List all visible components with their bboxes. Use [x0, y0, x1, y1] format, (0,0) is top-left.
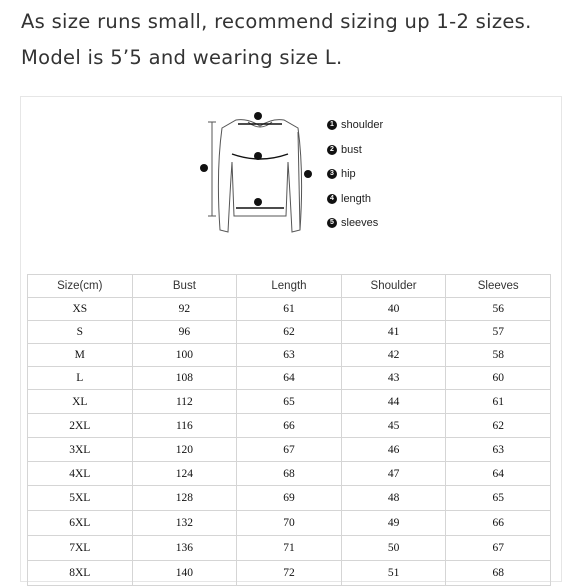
- number-badge-icon: 5: [327, 218, 337, 228]
- table-row: [28, 486, 551, 511]
- table-cell: 63: [446, 438, 551, 462]
- table-cell: 56: [446, 298, 551, 321]
- table-cell: 132: [132, 511, 237, 536]
- table-cell: 92: [132, 298, 237, 321]
- legend-item-bust: [327, 144, 383, 169]
- table-cell: 66: [446, 511, 551, 536]
- table-cell: 71: [237, 536, 342, 561]
- table-cell: 49: [341, 511, 446, 536]
- table-row: [28, 321, 551, 344]
- legend-item-sleeves: [327, 217, 383, 242]
- table-cell: 62: [237, 321, 342, 344]
- table-cell: 116: [132, 414, 237, 438]
- table-row: [28, 390, 551, 414]
- column-header: Bust: [132, 275, 237, 298]
- column-header: Shoulder: [341, 275, 446, 298]
- legend-label: sleeves: [341, 217, 379, 229]
- sizing-note: As size runs small, recommend sizing up 1-2 sizes.: [21, 10, 532, 33]
- table-cell: 50: [341, 536, 446, 561]
- table-cell: 62: [446, 414, 551, 438]
- table-cell: 51: [341, 561, 446, 586]
- table-cell: 124: [132, 462, 237, 486]
- table-cell: 40: [341, 298, 446, 321]
- table-cell: 4XL: [28, 462, 133, 486]
- table-cell: 7XL: [28, 536, 133, 561]
- table-cell: S: [28, 321, 133, 344]
- table-cell: L: [28, 367, 133, 390]
- table-cell: 3XL: [28, 438, 133, 462]
- table-cell: 8XL: [28, 561, 133, 586]
- table-row: [28, 511, 551, 536]
- table-row: [28, 561, 551, 586]
- table-cell: 6XL: [28, 511, 133, 536]
- number-badge-icon: 3: [327, 169, 337, 179]
- table-cell: 100: [132, 344, 237, 367]
- table-cell: 67: [237, 438, 342, 462]
- table-cell: 48: [341, 486, 446, 511]
- table-cell: 60: [446, 367, 551, 390]
- table-cell: 128: [132, 486, 237, 511]
- table-cell: 64: [446, 462, 551, 486]
- legend-item-hip: [327, 168, 383, 193]
- table-cell: 68: [237, 462, 342, 486]
- table-cell: 96: [132, 321, 237, 344]
- table-cell: 65: [446, 486, 551, 511]
- column-header: Length: [237, 275, 342, 298]
- garment-measurement-diagram: [200, 112, 320, 242]
- legend-item-length: [327, 193, 383, 218]
- number-badge-icon: 1: [327, 120, 337, 130]
- table-cell: 41: [341, 321, 446, 344]
- table-cell: 44: [341, 390, 446, 414]
- table-cell: 63: [237, 344, 342, 367]
- table-cell: 5XL: [28, 486, 133, 511]
- column-header: Size(cm): [28, 275, 133, 298]
- legend-label: hip: [341, 168, 356, 180]
- table-cell: 58: [446, 344, 551, 367]
- table-cell: 47: [341, 462, 446, 486]
- table-cell: 68: [446, 561, 551, 586]
- table-cell: 136: [132, 536, 237, 561]
- table-cell: 45: [341, 414, 446, 438]
- table-header-row: [28, 275, 551, 298]
- table-cell: XS: [28, 298, 133, 321]
- size-table: [27, 274, 551, 586]
- number-badge-icon: 4: [327, 194, 337, 204]
- table-cell: 61: [237, 298, 342, 321]
- legend-label: shoulder: [341, 119, 384, 131]
- table-row: [28, 536, 551, 561]
- table-cell: 64: [237, 367, 342, 390]
- legend-label: length: [341, 192, 371, 205]
- table-cell: 46: [341, 438, 446, 462]
- legend-item-shoulder: [327, 119, 383, 144]
- table-row: [28, 438, 551, 462]
- table-row: [28, 344, 551, 367]
- table-cell: 69: [237, 486, 342, 511]
- table-cell: 65: [237, 390, 342, 414]
- column-header: Sleeves: [446, 275, 551, 298]
- table-row: [28, 367, 551, 390]
- table-cell: M: [28, 344, 133, 367]
- table-cell: 66: [237, 414, 342, 438]
- table-cell: 112: [132, 390, 237, 414]
- table-cell: 108: [132, 367, 237, 390]
- model-note: Model is 5’5 and wearing size L.: [21, 46, 343, 69]
- legend-label: bust: [341, 143, 362, 156]
- table-cell: 43: [341, 367, 446, 390]
- table-cell: XL: [28, 390, 133, 414]
- table-cell: 72: [237, 561, 342, 586]
- number-badge-icon: 2: [327, 145, 337, 155]
- table-cell: 70: [237, 511, 342, 536]
- table-cell: 42: [341, 344, 446, 367]
- table-cell: 120: [132, 438, 237, 462]
- table-row: [28, 414, 551, 438]
- table-cell: 57: [446, 321, 551, 344]
- table-row: [28, 298, 551, 321]
- table-row: [28, 462, 551, 486]
- table-cell: 61: [446, 390, 551, 414]
- table-cell: 140: [132, 561, 237, 586]
- table-cell: 2XL: [28, 414, 133, 438]
- table-cell: 67: [446, 536, 551, 561]
- measurement-legend: [327, 119, 383, 242]
